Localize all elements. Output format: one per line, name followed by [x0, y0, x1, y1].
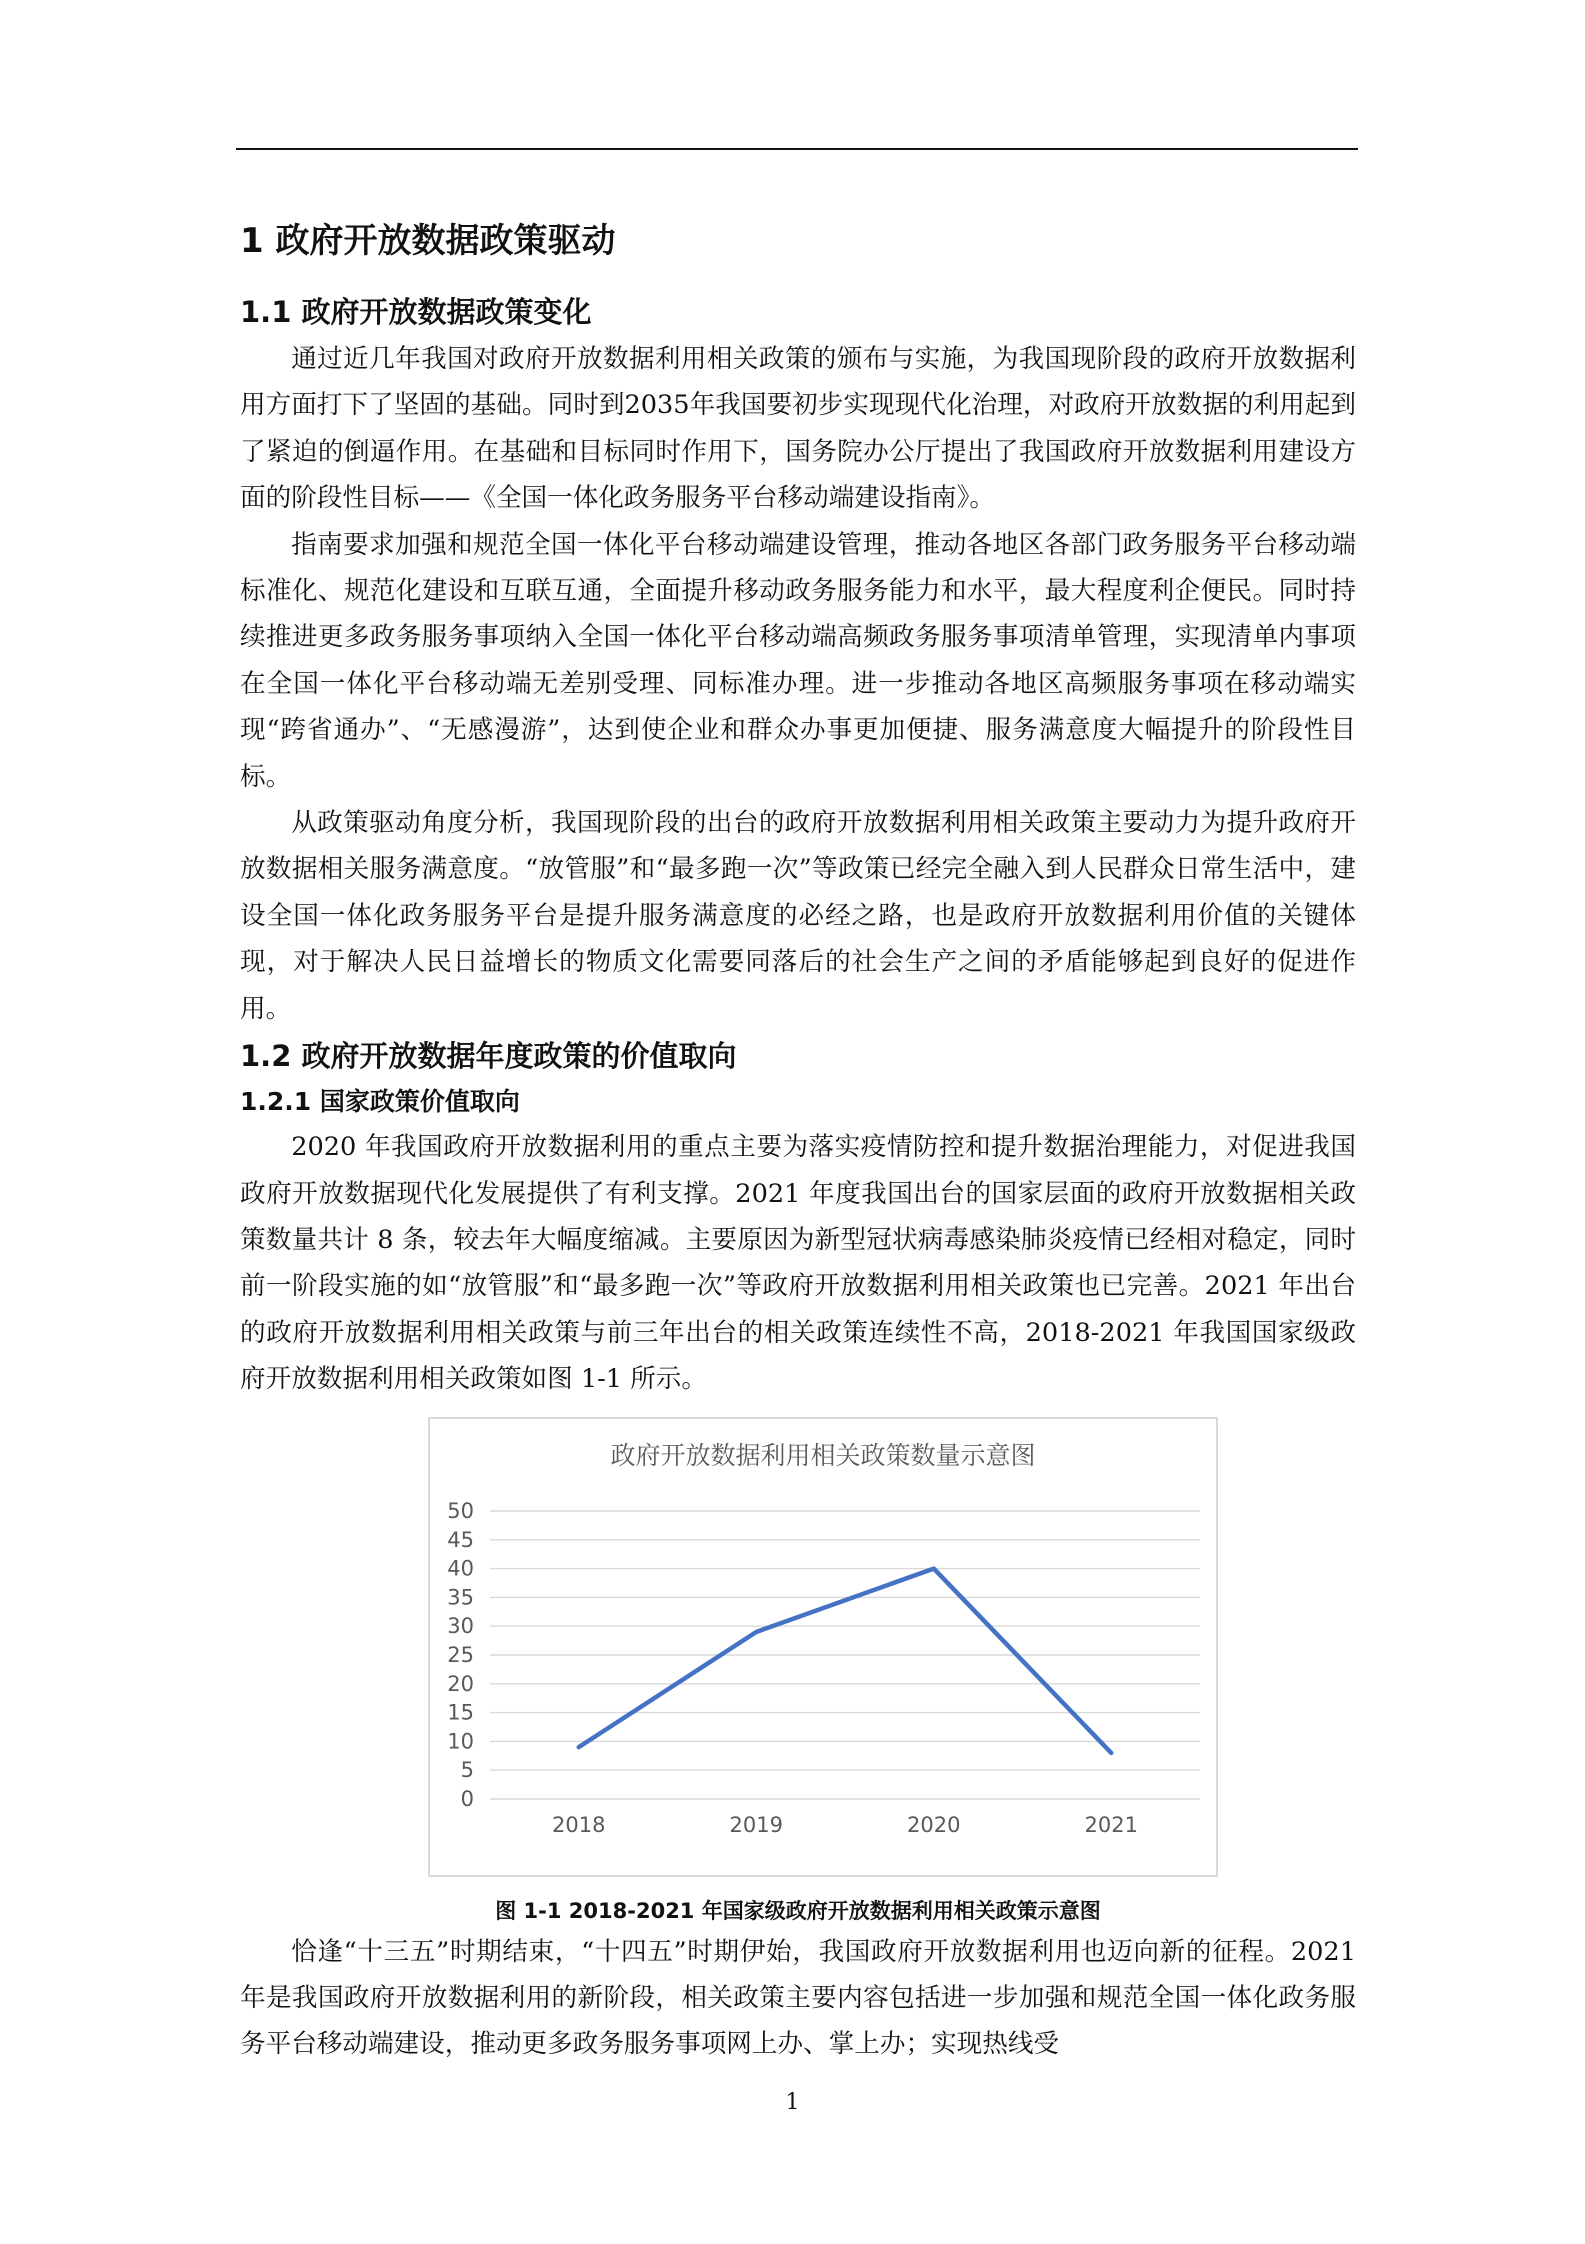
- paragraph: 恰逢“十三五”时期结束，“十四五”时期伊始，我国政府开放数据利用也迈向新的征程。2021 年是我国政府开放数据利用的新阶段，相关政策主要内容包括进一步加强和规范全国一体化政务服务平台移动端建设，推动更多政务服务事项网上办、掌上办；实现热线受: [240, 1936, 1356, 2060]
- paragraph: 指南要求加强和规范全国一体化平台移动端建设管理，推动各地区各部门政务服务平台移动端标准化、规范化建设和互联互通，全面提升移动政务服务能力和水平，最大程度利企便民。同时持续推进更多政务服务事项纳入全国一体化平台移动端高频政务服务事项清单管理，实现清单内事项在全国一体化平台移动端无差别受理、同标准办理。进一步推动各地区高频服务事项在移动端实现“跨省通办”、“无感漫游”，达到使企业和群众办事更加便捷、服务满意度大幅提升的阶段性目标。: [240, 529, 1356, 792]
- figure-caption: 图 1-1 2018-2021 年国家级政府开放数据利用相关政策示意图: [495, 1898, 1101, 1923]
- section-heading-1-1: 1.1 政府开放数据政策变化: [240, 295, 592, 329]
- series-line: [579, 1568, 1112, 1752]
- y-tick-label: 25: [447, 1642, 474, 1667]
- x-tick-label: 2020: [907, 1812, 961, 1837]
- section-heading-1-2: 1.2 政府开放数据年度政策的价值取向: [240, 1039, 737, 1074]
- y-tick-label: 20: [447, 1671, 474, 1696]
- page-content: [240, 196, 1356, 2068]
- y-tick-label: 50: [447, 1498, 474, 1523]
- chapter-heading: 1 政府开放数据政策驱动: [240, 221, 616, 261]
- x-tick-label: 2019: [729, 1812, 783, 1837]
- y-tick-label: 0: [460, 1786, 474, 1811]
- chart-title: 政府开放数据利用相关政策数量示意图: [610, 1440, 1036, 1470]
- y-tick-label: 30: [447, 1613, 474, 1638]
- y-tick-label: 15: [447, 1700, 474, 1725]
- line-chart: [430, 1419, 1216, 1875]
- paragraph: 2020 年我国政府开放数据利用的重点主要为落实疫情防控和提升数据治理能力，对促进我国政府开放数据现代化发展提供了有利支撑。2021 年度我国出台的国家层面的政府开放数据相关政策数量共计 8 条，较去年大幅度缩减。主要原因为新型冠状病毒感染肺炎疫情已经相对稳定，同时前一阶段实施的如“放管服”和“最多跑一次”等政府开放数据利用相关政策也已完善。2021 年出台的政府开放数据利用相关政策与前三年出台的相关政策连续性不高，2018-2021 年我国国家级政府开放数据利用相关政策如图 1-1 所示。: [240, 1132, 1356, 1395]
- header-rule: [236, 148, 1358, 150]
- figure-1-1: [240, 1417, 1356, 1923]
- subsection-heading-1-2-1: 1.2.1 国家政策价值取向: [240, 1087, 520, 1117]
- y-tick-label: 35: [447, 1584, 474, 1609]
- x-tick-label: 2021: [1084, 1812, 1138, 1837]
- y-tick-label: 10: [447, 1728, 474, 1753]
- paragraph: 从政策驱动角度分析，我国现阶段的出台的政府开放数据利用相关政策主要动力为提升政府开放数据相关服务满意度。“放管服”和“最多跑一次”等政策已经完全融入到人民群众日常生活中，建设全国一体化政务服务平台是提升服务满意度的必经之路，也是政府开放数据利用价值的关键体现，对于解决人民日益增长的物质文化需要同落后的社会生产之间的矛盾能够起到良好的促进作用。: [240, 808, 1356, 1024]
- chart-frame: [428, 1417, 1218, 1877]
- paragraph: 通过近几年我国对政府开放数据利用相关政策的颁布与实施，为我国现阶段的政府开放数据利用方面打下了坚固的基础。同时到2035年我国要初步实现现代化治理，对政府开放数据的利用起到了紧迫的倒逼作用。在基础和目标同时作用下，国务院办公厅提出了我国政府开放数据利用建设方面的阶段性目标——《全国一体化政务服务平台移动端建设指南》。: [240, 344, 1356, 514]
- y-tick-label: 5: [460, 1757, 474, 1782]
- y-tick-label: 45: [447, 1527, 474, 1552]
- x-tick-label: 2018: [552, 1812, 606, 1837]
- y-tick-label: 40: [447, 1556, 474, 1581]
- page-number: 1: [785, 2090, 800, 2115]
